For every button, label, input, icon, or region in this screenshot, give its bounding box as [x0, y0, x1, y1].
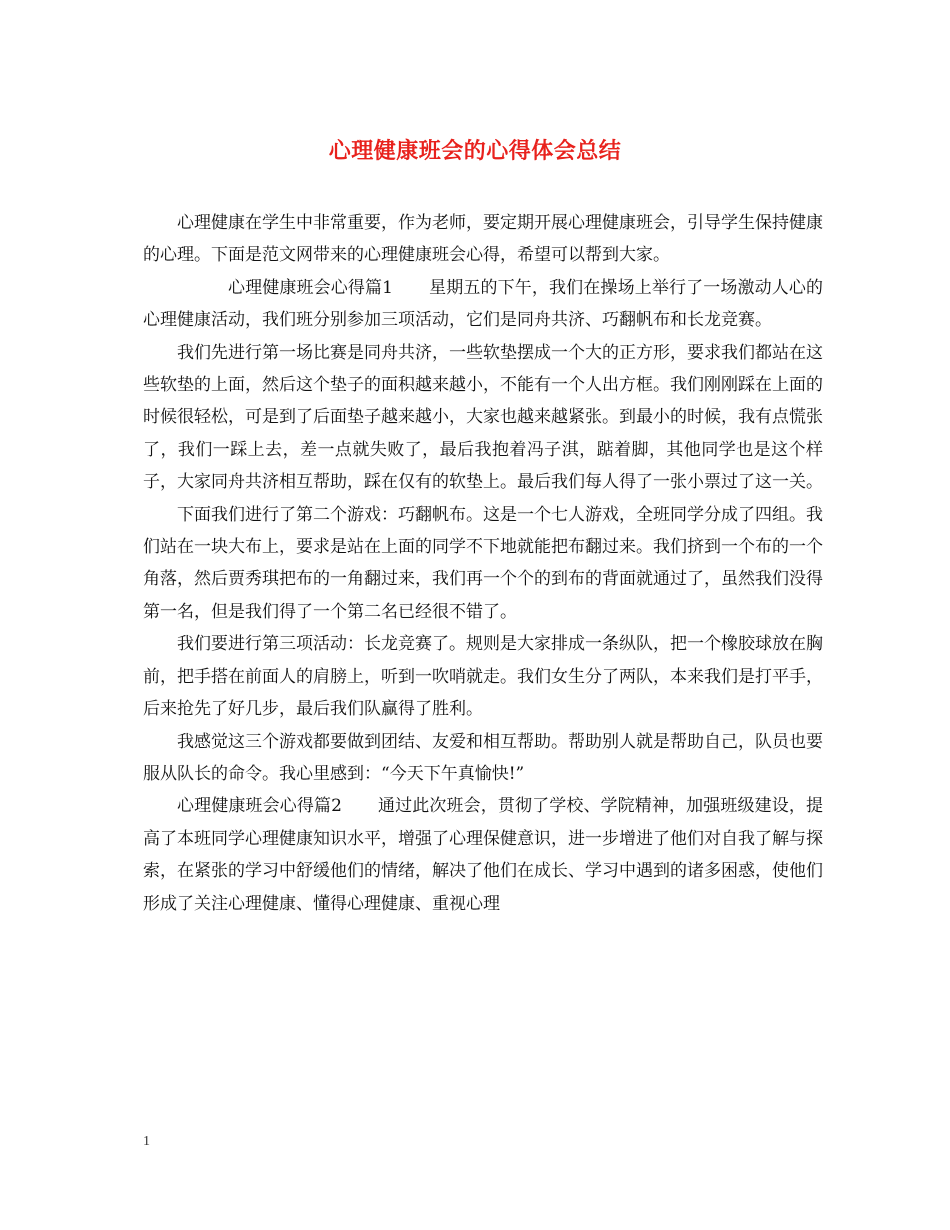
- section-2-text: 通过此次班会，贯彻了学校、学院精神，加强班级建设，提高了本班同学心理健康知识水平，增强了心理保健意识，进一步增进了他们对自我了解与探索，在紧张的学习中舒缓他们的情绪，解决了他们在成长、学习中遇到的诸多困惑，使他们形成了关注心理健康、懂得心理健康、重视心理: [143, 796, 823, 914]
- intro-paragraph: 心理健康在学生中非常重要，作为老师，要定期开展心理健康班会，引导学生保持健康的心理。下面是范文网带来的心理健康班会心得，希望可以帮到大家。: [143, 213, 823, 266]
- document-body: [143, 207, 823, 920]
- reflection-paragraph: 我感觉这三个游戏都要做到团结、友爱和相互帮助。帮助别人就是帮助自己，队员也要服从队长的命令。我心里感到：“今天下午真愉快!”: [143, 731, 823, 784]
- game-1-paragraph: 我们先进行第一场比赛是同舟共济，一些软垫摆成一个大的正方形，要求我们都站在这些软垫的上面，然后这个垫子的面积越来越小，不能有一个人出方框。我们刚刚踩在上面的时候很轻松，可是到了后面垫子越来越小，大家也越来越紧张。到最小的时候，我有点慌张了，我们一踩上去，差一点就失败了，最后我抱着冯子淇，踮着脚，其他同学也是这个样子，大家同舟共济相互帮助，踩在仅有的软垫上。最后我们每人得了一张小票过了这一关。: [143, 342, 823, 493]
- section-2-heading: 心理健康班会心得篇2: [177, 796, 342, 817]
- page-number: 1: [143, 1134, 150, 1149]
- section-1-paragraph: [143, 272, 823, 337]
- document-title: 心理健康班会的心得体会总结: [328, 138, 622, 164]
- section-1-text: 星期五的下午，我们在操场上举行了一场激动人心的心理健康活动，我们班分别参加三项活动，它们是同舟共济、巧翻帆布和长龙竞赛。: [143, 277, 823, 331]
- section-2-paragraph: [143, 790, 823, 920]
- game-3-paragraph: 我们要进行第三项活动：长龙竞赛了。规则是大家排成一条纵队，把一个橡胶球放在胸前，把手搭在前面人的肩膀上，听到一吹哨就走。我们女生分了两队，本来我们是打平手，后来抢先了好几步，最后我们队赢得了胜利。: [143, 634, 823, 720]
- section-1-heading: 心理健康班会心得篇1: [228, 277, 393, 298]
- game-2-paragraph: 下面我们进行了第二个游戏：巧翻帆布。这是一个七人游戏，全班同学分成了四组。我们站在一块大布上，要求是站在上面的同学不下地就能把布翻过来。我们挤到一个布的一个角落，然后贾秀琪把布的一角翻过来，我们再一个个的到布的背面就通过了，虽然我们没得第一名，但是我们得了一个第二名已经很不错了。: [143, 504, 823, 622]
